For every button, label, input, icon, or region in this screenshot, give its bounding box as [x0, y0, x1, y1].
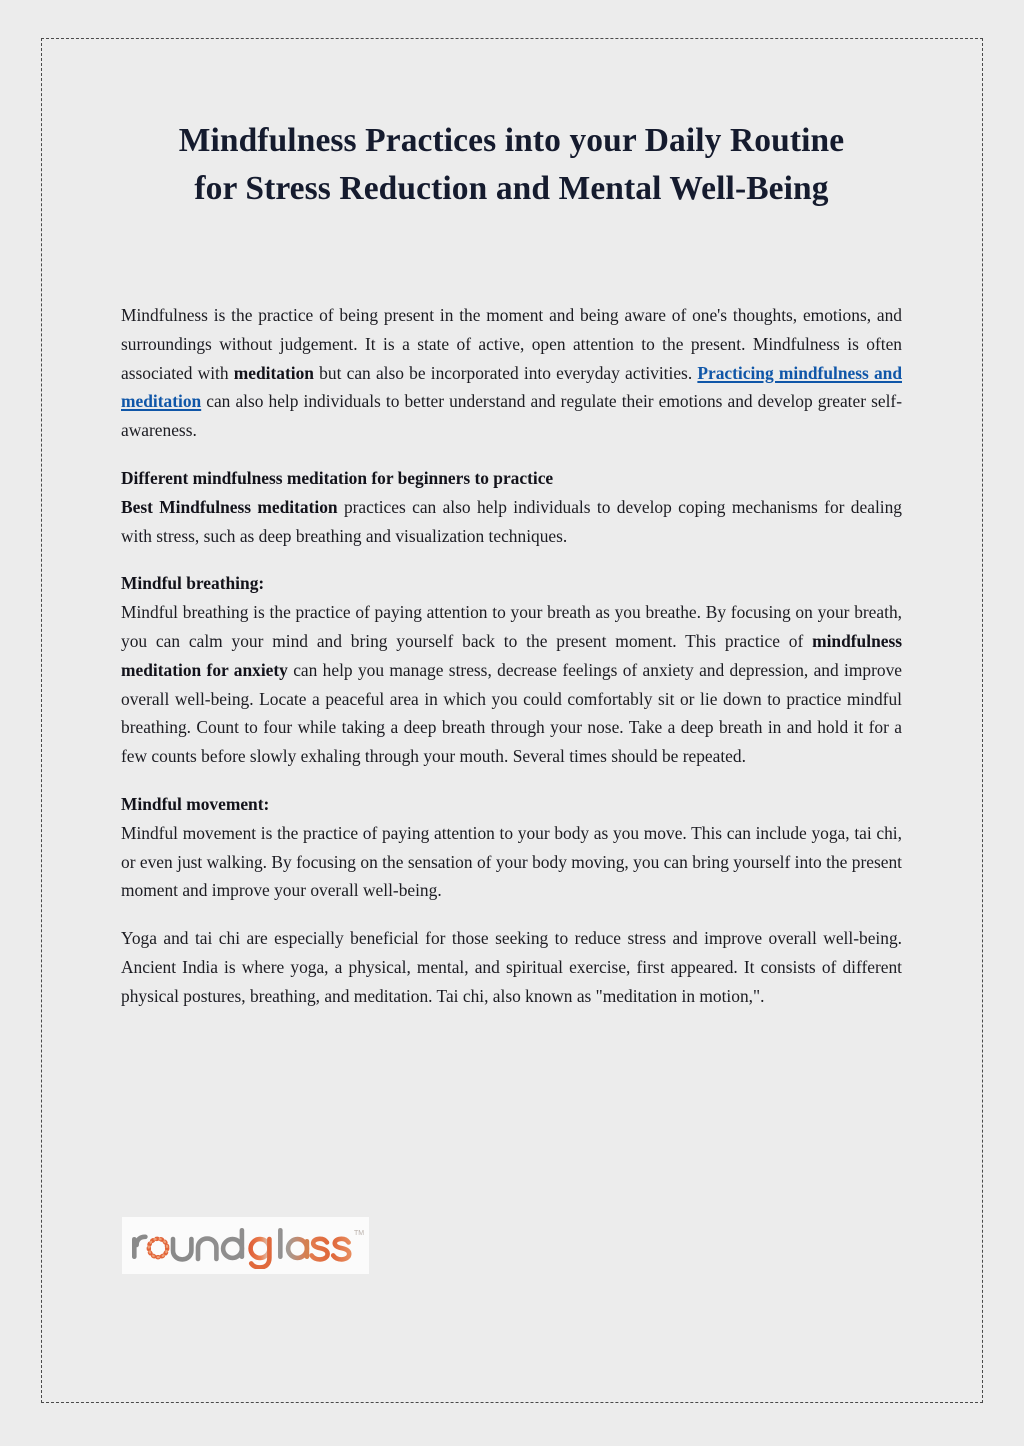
page-title-line-2: for Stress Reduction and Mental Well-Being: [194, 170, 829, 207]
breathing-text-part-2: can help you manage stress, decrease feelings of anxiety and depression, and improve overall well-being. Locate a peaceful area in which you could comfortably sit or lie down to practice mindful breathing. Count to four while taking a deep breath through your nose. Take a deep breath in and hold it for a few counts before slowly exhaling through your mouth. Several times should be repeated.: [121, 659, 902, 767]
logo-letter-o-dotted: [148, 1238, 166, 1256]
intro-text-part-1: Mindfulness is the practice of being present in the moment and being aware of one's thoughts, emotions, and surroundings without judgement. It is a state of active, open attention to the present. Mindfulness is often associated with: [121, 305, 902, 383]
document-page: [41, 38, 983, 1403]
breathing-bold-anxiety: mindfulness meditation for anxiety: [121, 630, 902, 680]
logo-letter-u: [173, 1239, 191, 1259]
logo-letter-n: [198, 1238, 216, 1258]
logo-trademark: TM: [353, 1229, 364, 1237]
heading-beginners: Different mindfulness meditation for beginners to practice: [121, 467, 554, 488]
paragraph-yoga-taichi: Yoga and tai chi are especially beneficial for those seeking to reduce stress and improve overall well-being. Ancient India is where yoga, a physical, mental, and spiritual exercise, first appeared. It consists of different physical postures, breathing, and meditation. Tai chi, also known as "meditation in motion,".: [121, 928, 902, 1006]
mindfulness-meditation-link[interactable]: Practicing mindfulness and meditation: [121, 362, 902, 412]
paragraph-intro: [121, 301, 902, 445]
page-title: [121, 39, 902, 213]
roundglass-logo: [122, 1217, 369, 1274]
logo-letter-s-1: [311, 1238, 327, 1259]
logo-letter-l: [278, 1228, 283, 1259]
logo-letter-r: [132, 1236, 145, 1258]
logo-letter-g: [250, 1239, 269, 1267]
logo-letter-a: [288, 1239, 309, 1259]
intro-bold-meditation: meditation: [233, 362, 314, 383]
logo-letter-d: [223, 1228, 244, 1259]
paragraph-mindful-movement: Mindful movement is the practice of paying attention to your body as you move. This can include yoga, tai chi, or even just walking. By focusing on the sensation of your body moving, you can bring yourself into the present moment and improve your overall well-being.: [121, 822, 902, 901]
breathing-text-part-1: Mindful breathing is the practice of paying attention to your breath as you breathe. By focusing on your breath, you can calm your mind and bring yourself back to the present moment. This practice of: [121, 602, 902, 651]
roundglass-logo-svg: [128, 1223, 364, 1269]
best-rest-text: practices can also help individuals to develop coping mechanisms for dealing with stress, such as deep breathing and visualization techniques.: [121, 496, 902, 546]
best-bold-lead: Best Mindfulness meditation: [121, 496, 338, 517]
intro-text-part-3: can also help individuals to better understand and regulate their emotions and develop greater self-awareness.: [121, 391, 902, 441]
logo-letter-s-2: [333, 1238, 349, 1259]
heading-mindful-movement: Mindful movement:: [121, 793, 270, 814]
paragraph-best-practices: [121, 493, 902, 551]
document-content: [121, 39, 902, 1311]
page-title-line-1: Mindfulness Practices into your Daily Routine: [178, 122, 845, 159]
heading-mindful-breathing: Mindful breathing:: [121, 573, 265, 594]
intro-text-part-2: but can also be incorporated into everyday activities.: [313, 362, 698, 383]
paragraph-mindful-breathing: [121, 598, 902, 771]
